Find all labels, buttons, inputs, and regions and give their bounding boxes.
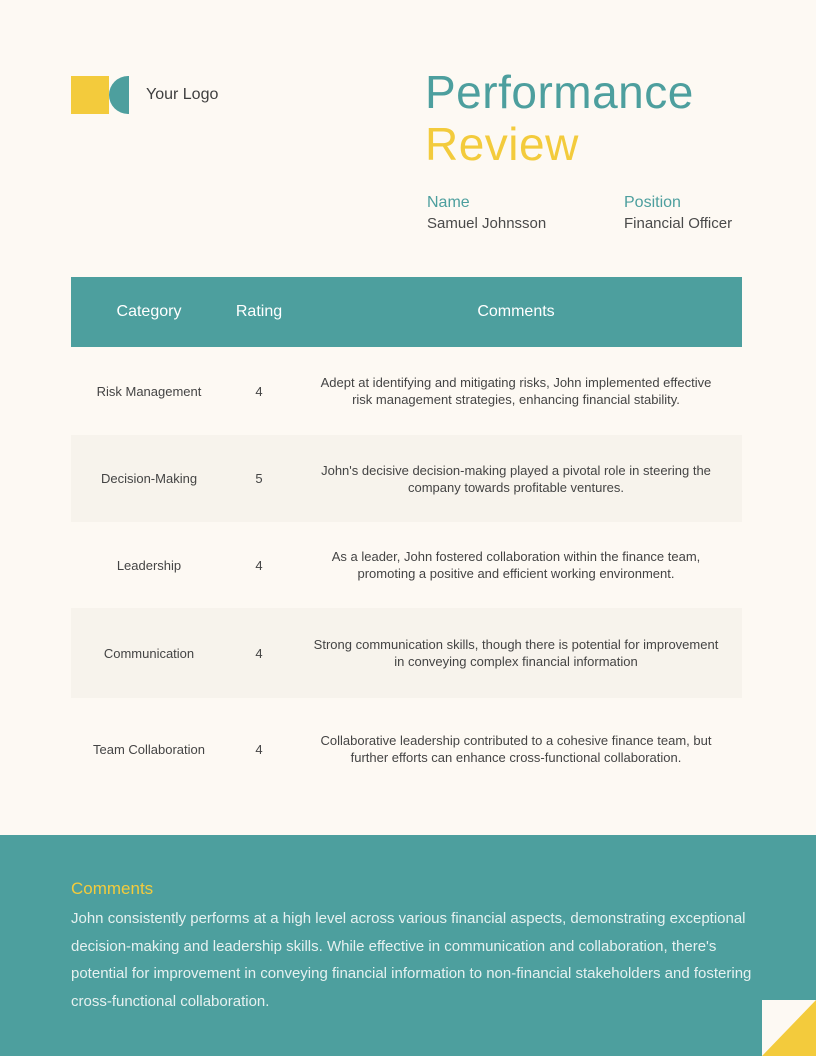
- logo: [71, 76, 218, 114]
- cell-category: Decision-Making: [100, 471, 198, 486]
- logo-square-icon: [71, 76, 109, 114]
- cell-comment: Adept at identifying and mitigating risks, John implemented effective risk management strategies, enhancing financial stability.: [320, 375, 712, 407]
- comments-text: John consistently performs at a high level across various financial aspects, demonstrating exceptional decision-making and leadership skills. While effective in communication and collaboration, there's potential for improvement in conveying financial information to non-financial stakeholders and fostering cross-functional collaboration.: [71, 910, 752, 1010]
- title-line-review: Review: [425, 118, 579, 170]
- position-label: Position: [624, 194, 681, 211]
- name-label: Name: [427, 194, 470, 211]
- table-header: [71, 277, 742, 347]
- cell-comment: John's decisive decision-making played a pivotal role in steering the company towards profitable ventures.: [321, 462, 711, 495]
- cell-comment: Collaborative leadership contributed to a cohesive finance team, but further efforts can enhance cross-functional collaboration.: [320, 733, 712, 765]
- header-rating: Rating: [235, 303, 283, 320]
- comments-section: [0, 835, 816, 1056]
- table-row: [71, 608, 742, 698]
- cell-category: Leadership: [116, 557, 182, 573]
- name-field: [427, 193, 546, 235]
- header-comments: Comments: [477, 303, 555, 320]
- header-category: Category: [116, 303, 182, 320]
- cell-rating: 4: [255, 557, 263, 573]
- name-value: Samuel Johnsson: [427, 215, 547, 232]
- table-row: [71, 698, 742, 800]
- title-line-performance: Performance: [425, 66, 694, 118]
- page-title: [425, 66, 694, 170]
- table-row: [71, 522, 742, 608]
- logo-text: Your Logo: [146, 86, 219, 103]
- cell-rating: 4: [255, 645, 263, 661]
- table-row: [71, 435, 742, 522]
- cell-rating: 4: [255, 383, 263, 399]
- cell-comment: As a leader, John fostered collaboration within the finance team, promoting a positive and efficient working environment.: [331, 549, 701, 581]
- cell-category: Risk Management: [96, 383, 202, 399]
- cell-rating: 4: [255, 741, 263, 757]
- position-field: [624, 193, 732, 235]
- cell-category: Team Collaboration: [92, 741, 205, 757]
- cell-rating: 5: [255, 471, 263, 486]
- position-value: Financial Officer: [624, 215, 733, 232]
- table-row: [71, 347, 742, 435]
- cell-category: Communication: [103, 645, 195, 661]
- corner-triangle-icon: [762, 1000, 816, 1056]
- cell-comment: Strong communication skills, though there is potential for improvement in conveying complex financial information: [313, 637, 719, 669]
- logo-half-circle-icon: [109, 76, 129, 114]
- comments-heading: Comments: [71, 879, 154, 898]
